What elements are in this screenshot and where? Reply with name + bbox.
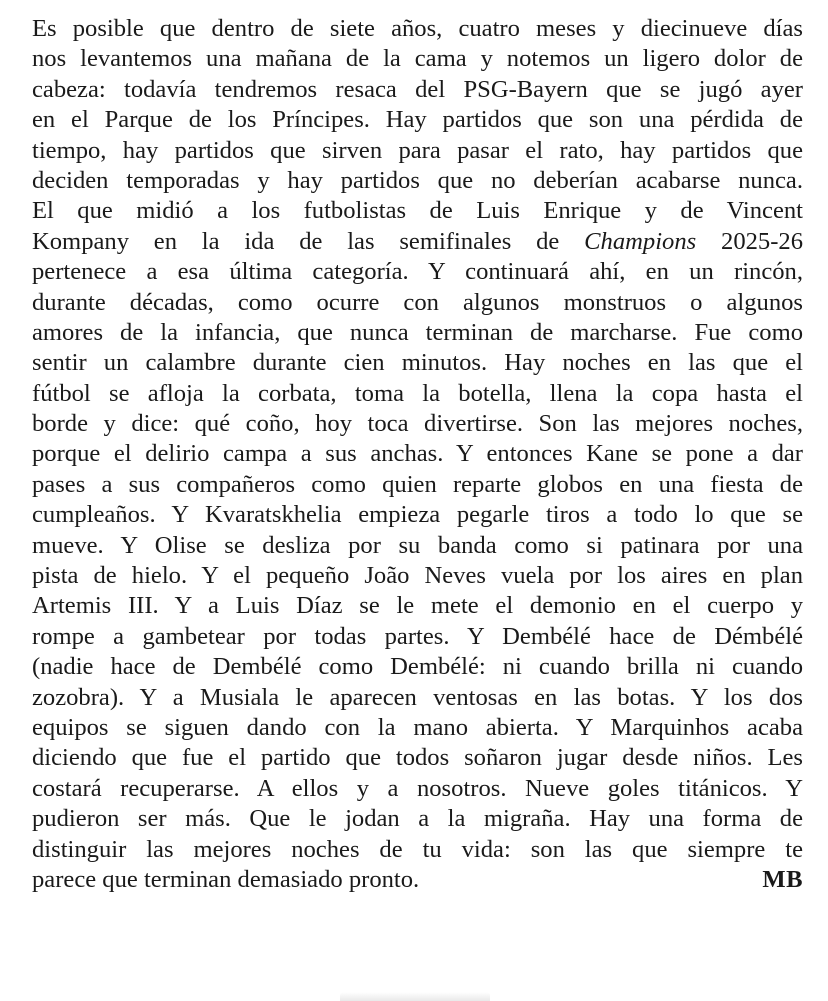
- text-line: cumpleaños. Y Kvaratskhelia empieza pegarle tiros a todo lo que se: [32, 501, 803, 529]
- text-line: rompe a gambetear por todas partes. Y Dembélé hace de Démbélé: [32, 622, 803, 650]
- text-line: fútbol se afloja la corbata, toma la botella, llena la copa hasta el: [32, 379, 803, 407]
- text-line: Artemis III. Y a Luis Díaz se le mete el demonio en el cuerpo y: [32, 592, 803, 620]
- text-line: pista de hielo. Y el pequeño João Neves vuela por los aires en plan: [32, 562, 803, 590]
- text-line: sentir un calambre durante cien minutos. Hay noches en las que el: [32, 349, 803, 377]
- text-line: amores de la infancia, que nunca terminan de marcharse. Fue como: [32, 318, 803, 346]
- text-line: nos levantemos una mañana de la cama y notemos un ligero dolor de: [32, 45, 803, 73]
- text-line: costará recuperarse. A ellos y a nosotros. Nueve goles titánicos. Y: [32, 774, 803, 802]
- text-line: distinguir las mejores noches de tu vida: son las que siempre te: [32, 835, 803, 863]
- text-line: deciden temporadas y hay partidos que no deberían acabarse nunca.: [32, 166, 803, 194]
- italic-word: Champions: [584, 227, 697, 255]
- text-line: zozobra). Y a Musiala le aparecen ventosas en las botas. Y los dos: [32, 683, 803, 711]
- page-edge-shadow: [340, 992, 490, 1001]
- text-line: en el Parque de los Príncipes. Hay partidos que son una pérdida de: [32, 106, 803, 134]
- text-line-last: parece que terminan demasiado pronto. MB: [32, 865, 803, 895]
- text-line: porque el delirio campa a sus anchas. Y entonces Kane se pone a dar: [32, 440, 803, 468]
- text-line: diciendo que fue el partido que todos soñaron jugar desde niños. Les: [32, 744, 803, 772]
- text-line: tiempo, hay partidos que sirven para pasar el rato, hay partidos que: [32, 136, 803, 164]
- text-line: durante décadas, como ocurre con algunos monstruos o algunos: [32, 288, 803, 316]
- text-line: (nadie hace de Dembélé como Dembélé: ni cuando brilla ni cuando: [32, 653, 803, 681]
- text-line: pases a sus compañeros como quien reparte globos en una fiesta de: [32, 470, 803, 498]
- text-line: pudieron ser más. Que le jodan a la migraña. Hay una forma de: [32, 805, 803, 833]
- article-column: [32, 14, 803, 895]
- text-line: pertenece a esa última categoría. Y continuará ahí, en un rincón,: [32, 258, 803, 286]
- text-line: equipos se siguen dando con la mano abierta. Y Marquinhos acaba: [32, 713, 803, 741]
- text-line: Es posible que dentro de siete años, cuatro meses y diecinueve días: [32, 15, 803, 42]
- text-line: Kompany en la ida de las semifinales de Champions 2025-26: [32, 227, 803, 255]
- text-line: El que midió a los futbolistas de Luis Enrique y de Vincent: [32, 197, 803, 225]
- text-line: cabeza: todavía tendremos resaca del PSG-Bayern que se jugó ayer: [32, 75, 803, 103]
- text-line: borde y dice: qué coño, hoy toca divertirse. Son las mejores noches,: [32, 410, 803, 438]
- author-signature: MB: [762, 865, 803, 893]
- text-line: mueve. Y Olise se desliza por su banda como si patinara por una: [32, 531, 803, 559]
